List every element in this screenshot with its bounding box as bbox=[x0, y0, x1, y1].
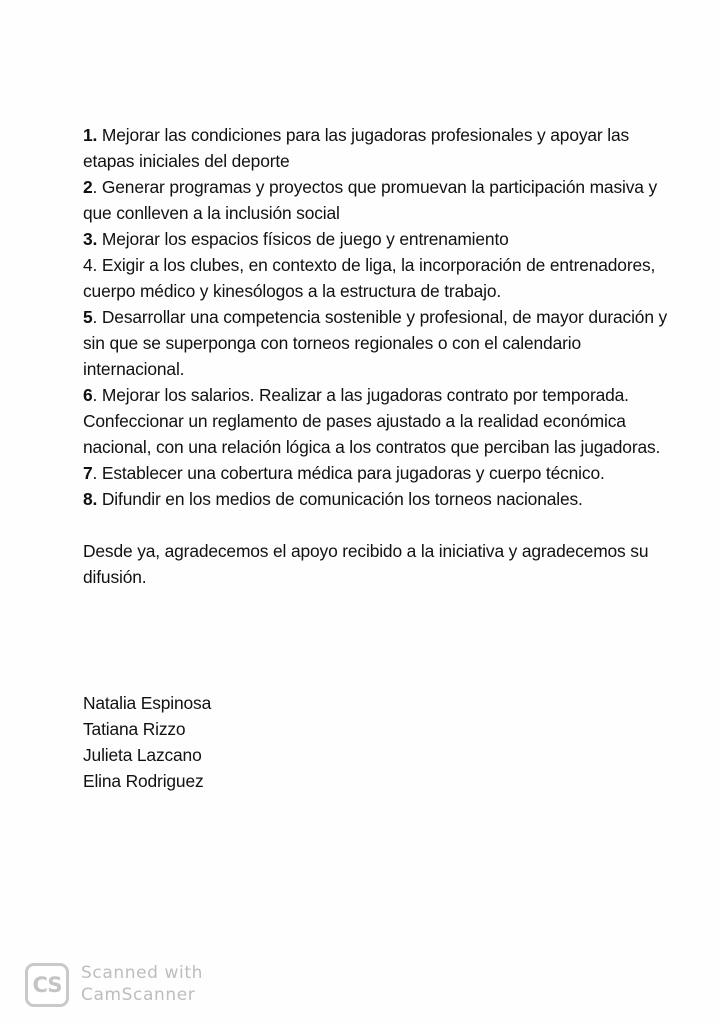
list-item-1 bbox=[83, 122, 683, 174]
list-item-3 bbox=[83, 226, 683, 252]
signature-name: Natalia Espinosa bbox=[83, 693, 212, 713]
item-text: . Generar programas y proyectos que promuevan la participación masiva y que conlleven a la inclusión social bbox=[83, 177, 658, 223]
watermark-line-1: Scanned with bbox=[81, 963, 204, 983]
item-number: 4. bbox=[83, 255, 98, 275]
item-number: 5 bbox=[83, 307, 93, 327]
signature-name: Julieta Lazcano bbox=[83, 745, 202, 765]
item-number: 3. bbox=[83, 229, 98, 249]
closing-paragraph: Desde ya, agradecemos el apoyo recibido a la iniciativa y agradecemos su difusión. bbox=[83, 541, 649, 587]
list-item-2 bbox=[83, 174, 683, 226]
camscanner-logo-icon bbox=[25, 963, 69, 1007]
list-item-4 bbox=[83, 252, 683, 304]
item-text: Difundir en los medios de comunicación los torneos nacionales. bbox=[97, 489, 583, 509]
list-item-7 bbox=[83, 460, 683, 486]
signature-list bbox=[83, 690, 683, 794]
item-number: 7 bbox=[83, 463, 93, 483]
watermark-line-2: CamScanner bbox=[81, 985, 196, 1005]
item-text: . Establecer una cobertura médica para jugadoras y cuerpo técnico. bbox=[92, 463, 605, 483]
item-number: 2 bbox=[83, 177, 93, 197]
document-body bbox=[83, 122, 683, 794]
list-item-5 bbox=[83, 304, 683, 382]
item-number: 8. bbox=[83, 489, 98, 509]
item-text: Exigir a los clubes, en contexto de liga, la incorporación de entrenadores, cuerpo médico y kinesólogos a la estructura de trabajo. bbox=[83, 255, 656, 301]
item-text: . Mejorar los salarios. Realizar a las jugadoras contrato por temporada. Confeccionar un reglamento de pases ajustado a la realidad económica nacional, con una relación lógica a los contratos que perciban las jugadoras. bbox=[83, 385, 661, 457]
item-number: 1. bbox=[83, 125, 98, 145]
item-text: Mejorar las condiciones para las jugadoras profesionales y apoyar las etapas iniciales del deporte bbox=[83, 125, 630, 171]
list-item-6 bbox=[83, 382, 683, 460]
watermark-text bbox=[81, 962, 203, 1006]
signature-name: Elina Rodriguez bbox=[83, 771, 204, 791]
camscanner-watermark bbox=[25, 961, 225, 1011]
item-number: 6 bbox=[83, 385, 93, 405]
item-text: Mejorar los espacios físicos de juego y entrenamiento bbox=[97, 229, 509, 249]
signature-name: Tatiana Rizzo bbox=[83, 719, 186, 739]
item-text: . Desarrollar una competencia sostenible y profesional, de mayor duración y sin que se superponga con torneos regionales o con el calendario internacional. bbox=[83, 307, 668, 379]
logo-text: CS bbox=[32, 973, 62, 997]
list-item-8 bbox=[83, 486, 683, 512]
